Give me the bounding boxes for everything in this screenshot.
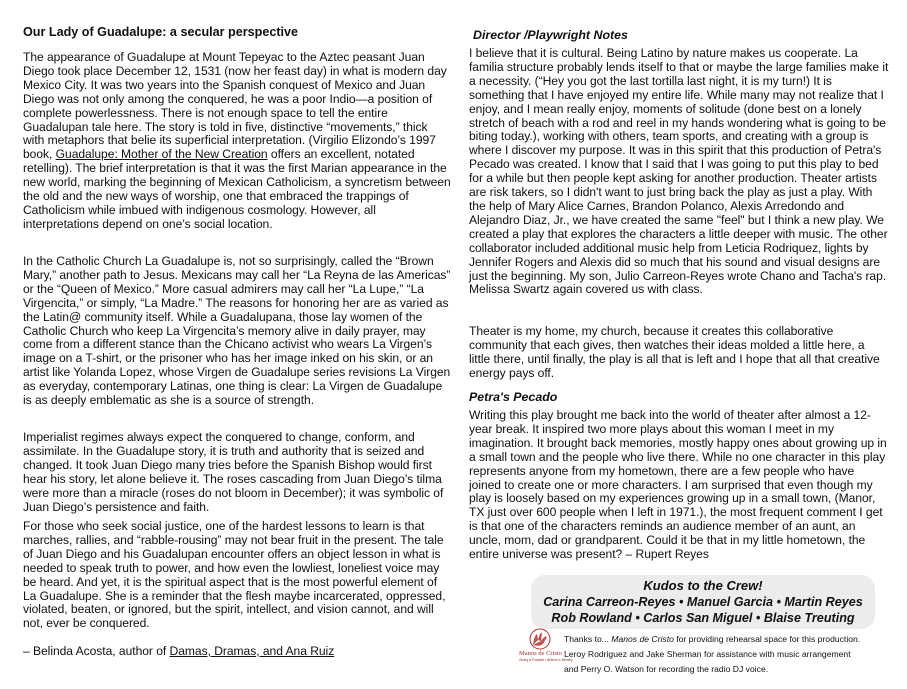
book-title-guadalupe: Guadalupe: Mother of the New Creation bbox=[55, 147, 268, 162]
signature-text: – Belinda Acosta, author of bbox=[23, 644, 170, 658]
essay-signature bbox=[23, 645, 451, 659]
thanks-block bbox=[564, 632, 904, 677]
book-title-damas: Damas, Dramas, and Ana Ruiz bbox=[169, 644, 335, 658]
essay-paragraph-4: For those who seek social justice, one of the hardest lessons to learn is that marches, rallies, and “rabble-rousing” may not bear fruit in the present. The tale of Juan Diego and his Guadalupan encounter offers an object lesson in what is needed to speak truth to power, and how even the lowliest, loneliest voice may be heard. And yet, it is the spiritual aspect that is the most powerful element of La Guadalupe. She is a reminder that the flesh maybe incarcerated, oppressed, violated, beaten, or ignored, but the spirit, intellect, and vision cannot, and will not, ever be conquered. bbox=[23, 519, 446, 631]
kudos-box bbox=[531, 575, 875, 629]
thanks-suffix: for providing rehearsal space for this production. bbox=[673, 634, 861, 644]
logo-name: Manos de Cristo bbox=[519, 650, 562, 657]
petra-paragraph: Writing this play brought me back into the world of theater after almost a 12-year break. It inspired two more plays about this woman I meet in my imagination. It brought back memories, mostly happy ones about growing up in a small town and the people who live there. While no one character in this play represents anyone from my hometown, there are a few people who have joined to create one or more characters. I am surprised that even though my play is loosely based on my experiences growing up in a small town, (Manor, TX just over 600 people when I left in 1971.), the most frequent comment I get is that one of the characters reminds an audience member of an aunt, an uncle, mom, dad or grandparent. Could it be that in my little hometown, the entire universe was present? – Rupert Reyes bbox=[469, 408, 887, 562]
thanks-line-2: Leroy Rodriguez and Jake Sherman for assistance with music arrangement bbox=[564, 649, 851, 659]
kudos-crew-line-1: Carina Carreon-Reyes • Manuel Garcia • Martin Reyes bbox=[543, 595, 863, 609]
logo-tagline: Giving is Possible • Believe in Ministry bbox=[519, 658, 573, 662]
essay-paragraph-3: Imperialist regimes always expect the conquered to change, conform, and assimilate. In the Guadalupe story, it is truth and authority that is seized and changed. It took Juan Diego many tries before the Spanish Bishop would first hear his story, let alone believe it. The roses cascading from Juan Diego’s tilma were more than a miracle (roses do not bloom in December); it was symbolic of Juan Diego’s persistence and faith. bbox=[23, 430, 444, 514]
thanks-org: Manos de Cristo bbox=[611, 634, 674, 644]
petra-heading: Petra's Pecado bbox=[469, 390, 558, 404]
thanks-prefix: Thanks to... bbox=[564, 634, 612, 644]
essay-paragraph-1 bbox=[23, 51, 451, 232]
notes-paragraph-1: I believe that it is cultural. Being Latino by nature makes us cooperate. La familia structure probably lends itself to that or maybe the large families make it a necessity. (“Hey you got the last tortilla last night, it is my turn!) It is something that I have enjoyed my entire life. While many may not realize that I enjoy, and I mean really enjoy, moments of solitude (done best on a lonely stretch of beach with a rod and reel in my hands wondering what is going to be biting today.), working with others, team sports, and creating with a group is where I discover my purpose. It was in this spirit that this production of Petra's Pecado was created. I know that I said that I was going to put this play to bed for a while but then people kept asking for another production. Theater artists are risk takers, so I didn't want to just bring back the play as just a play. With the help of Mary Alice Carnes, Brandon Polanco, Alexis Arredondo and Alejandro Diaz, Jr., we have created the same "feel" but I think a new play. We created a play that explores the characters a little deeper with music. The other collaborator included additional music help from Leticia Rodriquez, lights by Jennifer Rogers and Alexis did so much that his sound and visual designs are just the beginning. My son, Julio Carreon-Reyes wrote Chano and Tacha's rap. Melissa Swartz again covered us with class. bbox=[469, 46, 889, 297]
notes-paragraph-2: Theater is my home, my church, because it creates this collaborative community that each gives, then watches their ideas molded a little here, a little there, until finally, the play is all that is left and I hope that all that creative energy pays off. bbox=[469, 324, 880, 380]
kudos-crew-line-2: Rob Rowland • Carlos San Miguel • Blaise Treuting bbox=[551, 611, 855, 625]
kudos-title: Kudos to the Crew! bbox=[643, 578, 763, 593]
essay-p1-text-a: The appearance of Guadalupe at Mount Tepeyac to the Aztec peasant Juan Diego took place December 12, 1531 (now her feast day) in what is modern day Mexico City. It was two years into the Spanish conquest of Mexico and Juan Diego was not only among the conquered, he was a poor Indio—a position of complete powerlessness. There is not enough space to tell the entire Guadalupan tale here. The story is told in five, distinctive “movements,” thick with metaphors that belie its superficial interpretation. (Virgilio Elizondo’s 1997 book, bbox=[23, 50, 447, 162]
manos-de-cristo-logo bbox=[519, 627, 573, 673]
essay-title: Our Lady of Guadalupe: a secular perspective bbox=[23, 25, 299, 39]
essay-paragraph-2: In the Catholic Church La Guadalupe is, not so surprisingly, called the “Brown Mary,” another path to Jesus. Mexicans may call her “La Reyna de las Americas” or the “Queen of Mexico.” More casual admirers may call her “La Lupe,” “La Virgencita,” or simply, “La Madre.” The reasons for honoring her are as varied as the Latin@ community itself. While a Guadalupana, those lay women of the Catholic Church who keep La Virgencita’s memory alive in daily prayer, may come from a different stance than the Chicano activist who wears La Virgen’s image on a T-shirt, or the prisoner who has her image inked on his skin, or an artist like Yolanda Lopez, whose Virgen de Guadalupe series revisions La Virgen as everyday, contemporary Latinas, one thing is clear: La Virgen de Guadalupe is as deeply emblematic as she is a source of strength. bbox=[23, 254, 451, 408]
hands-icon bbox=[519, 627, 561, 651]
essay-p1-text-b: offers an excellent, notated retelling). The brief interpretation is that it was the first Marian appearance in the new world, marking the beginning of Mexican Catholicism, a syncretism between the old and the new ways of worship, one that embraced the trappings of Catholicism while imbued with indigenous cosmology. However, all interpretations depend on one’s social location. bbox=[23, 147, 451, 231]
notes-heading: Director /Playwright Notes bbox=[473, 28, 628, 42]
thanks-line-1 bbox=[564, 632, 904, 647]
thanks-line-3: and Perry O. Watson for recording the radio DJ voice. bbox=[564, 664, 769, 674]
